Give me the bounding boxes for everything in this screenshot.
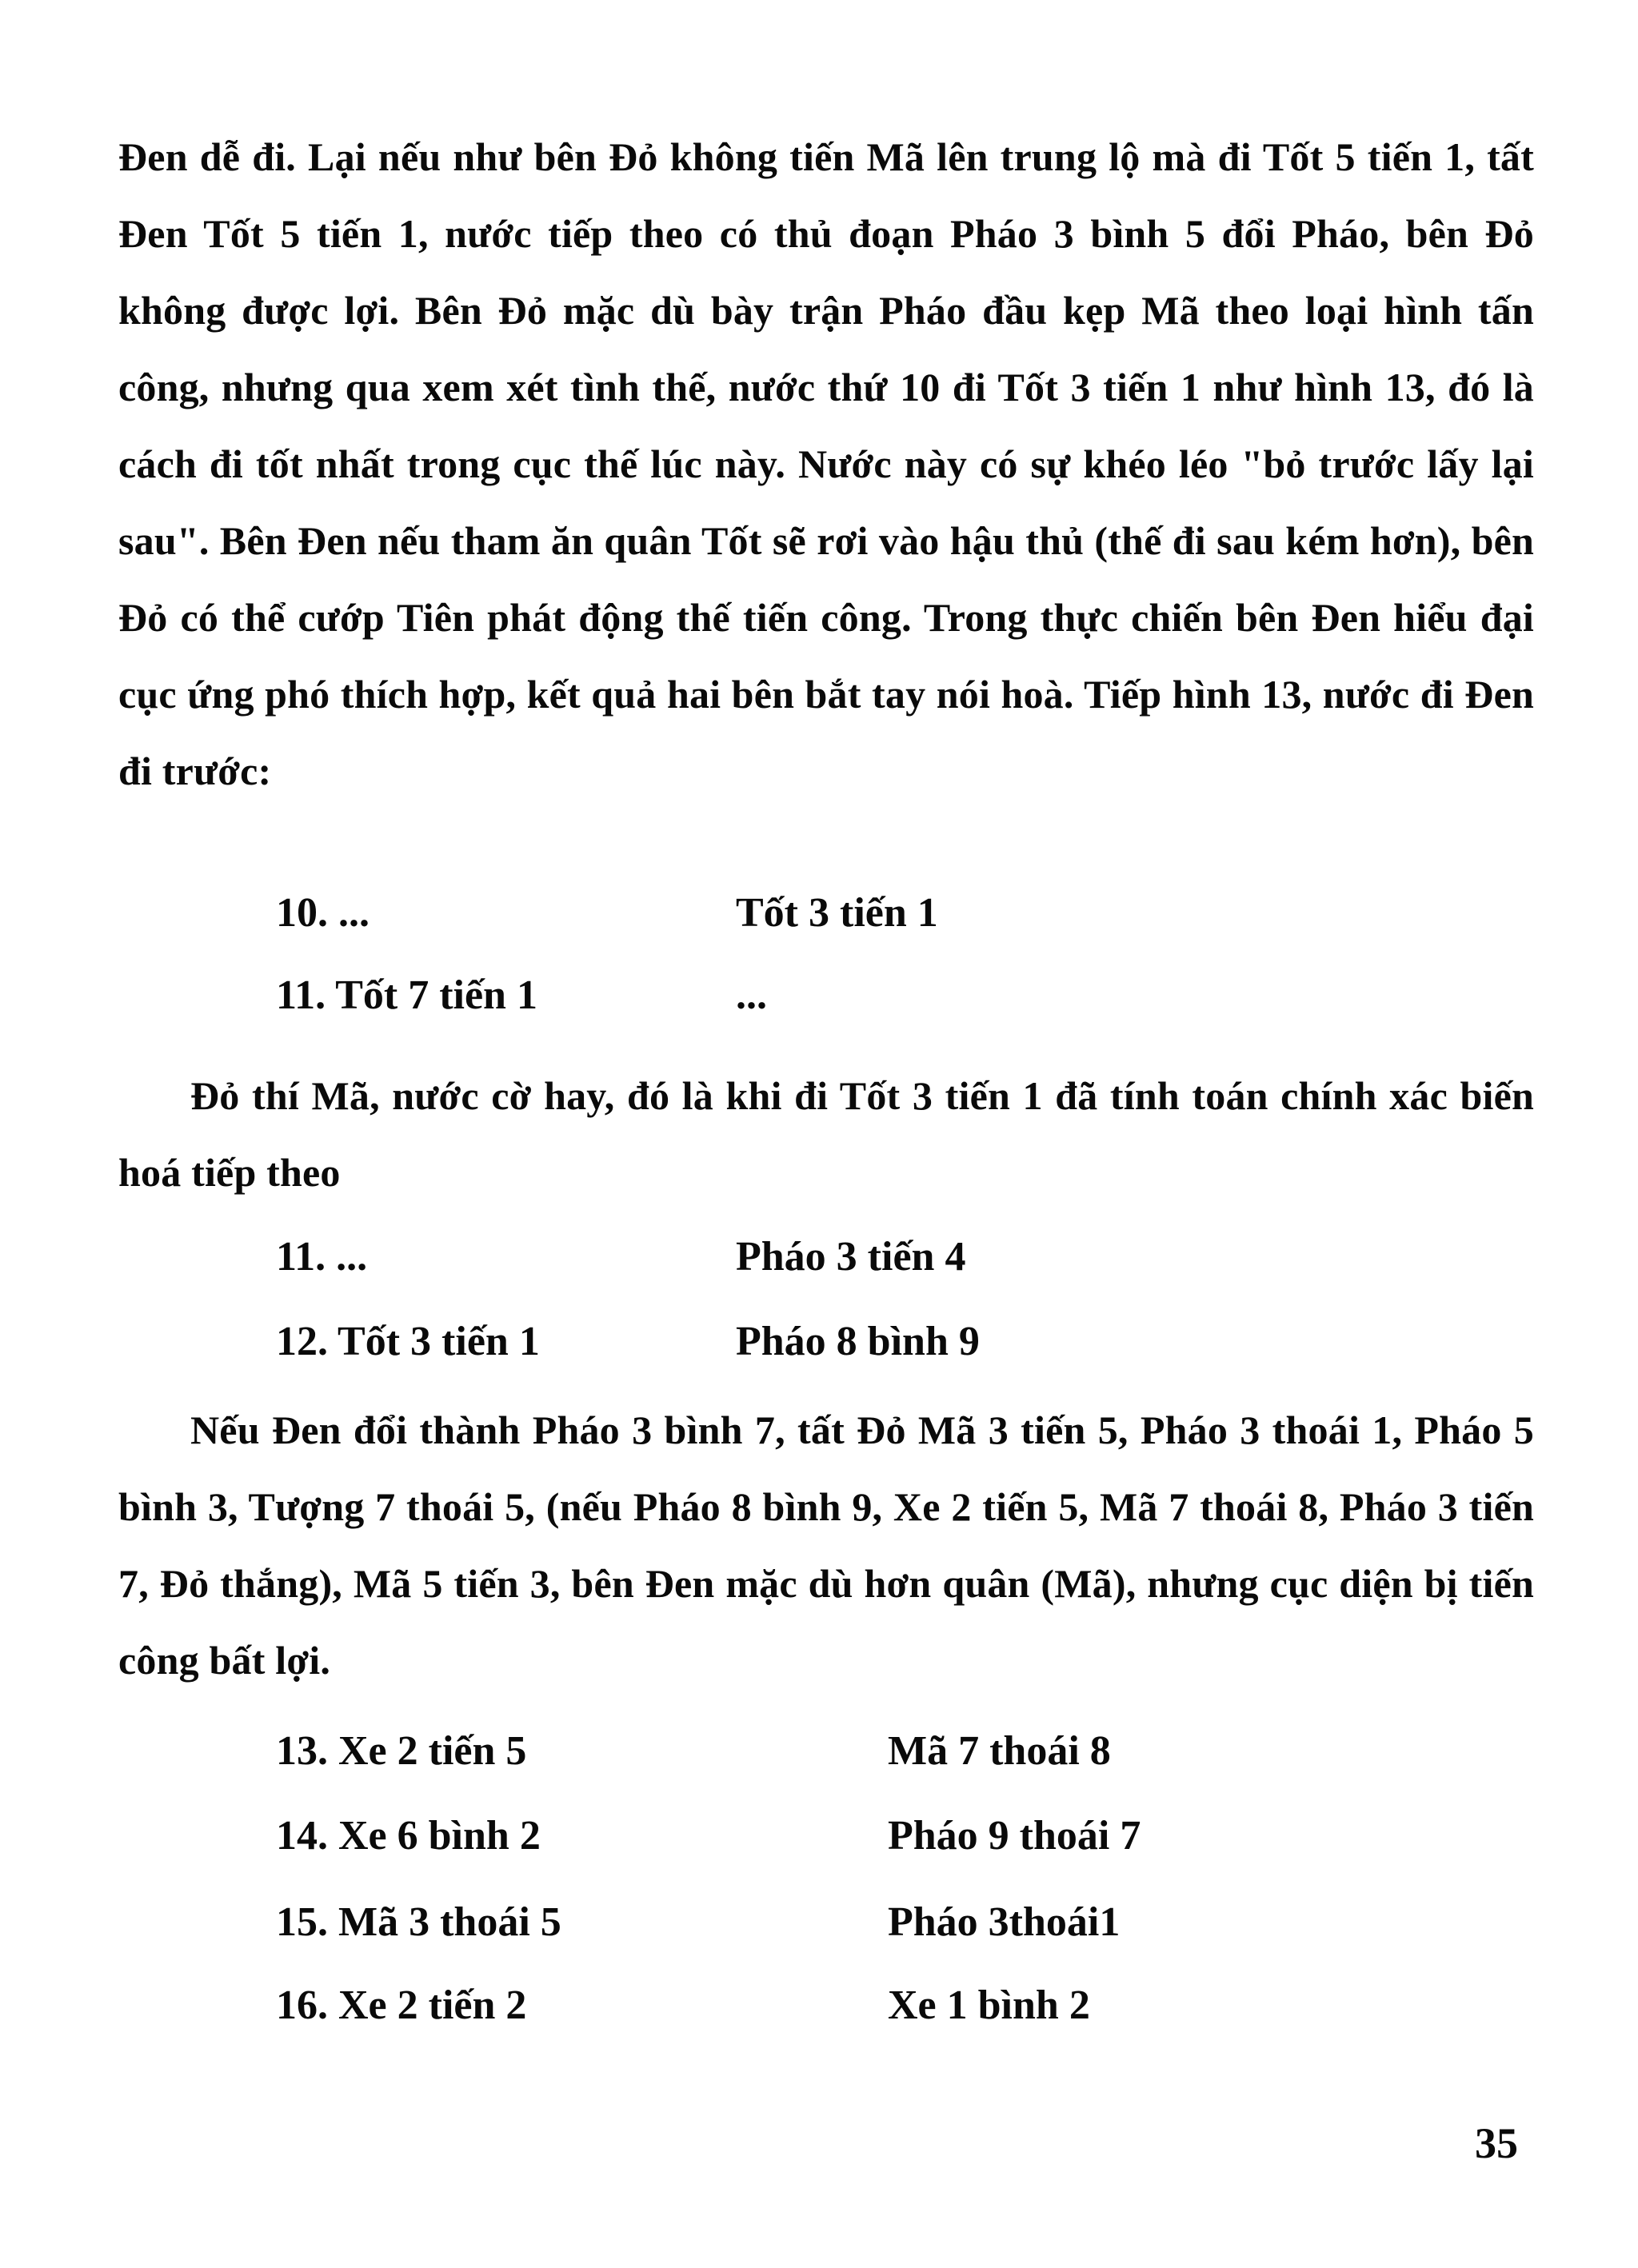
page-number: 35: [1475, 2119, 1518, 2167]
move-red: 15. Mã 3 thoái 5: [276, 1899, 561, 1945]
move-black: Pháo 3 tiến 4: [736, 1234, 966, 1280]
move-black: Pháo 9 thoái 7: [888, 1813, 1141, 1859]
move-black: Pháo 3thoái1: [888, 1899, 1121, 1945]
move-black: Xe 1 bình 2: [888, 1983, 1090, 2028]
move-red: 14. Xe 6 bình 2: [276, 1813, 541, 1859]
paragraph-variation: Nếu Đen đổi thành Pháo 3 bình 7, tất Đỏ Mã 3 tiến 5, Pháo 3 thoái 1, Pháo 5 bình 3, Tượng 7 thoái 5, (nếu Pháo 8 bình 9, Xe 2 tiến 5, Mã 7 thoái 8, Pháo 3 tiến 7, Đỏ thắng), Mã 5 tiến 3, bên Đen mặc dù hơn quân (Mã), nhưng cục diện bị tiến công bất lợi.: [118, 1408, 1534, 1683]
move-black: Mã 7 thoái 8: [888, 1728, 1111, 1774]
move-black: Tốt 3 tiến 1: [736, 890, 938, 936]
move-red: 12. Tốt 3 tiến 1: [276, 1319, 540, 1364]
paragraph-intro: Đen dễ đi. Lại nếu như bên Đỏ không tiến Mã lên trung lộ mà đi Tốt 5 tiến 1, tất Đen Tốt 5 tiến 1, nước tiếp theo có thủ đoạn Pháo 3 bình 5 đổi Pháo, bên Đỏ không được lợi. Bên Đỏ mặc dù bày trận Pháo đầu kẹp Mã theo loại hình tấn công, nhưng qua xem xét tình thế, nước thứ 10 đi Tốt 3 tiến 1 như hình 13, đó là cách đi tốt nhất trong cục thế lúc này. Nước này có sự khéo léo "bỏ trước lấy lại sau". Bên Đen nếu tham ăn quân Tốt sẽ rơi vào hậu thủ (thế đi sau kém hơn), bên Đỏ có thể cướp Tiên phát động thế tiến công. Trong thực chiến bên Đen hiểu đại cục ứng phó thích hợp, kết quả hai bên bắt tay nói hoà. Tiếp hình 13, nước đi Đen đi trước:: [118, 134, 1534, 793]
move-red: 10. ...: [276, 890, 370, 936]
move-red: 11. ...: [276, 1234, 368, 1280]
paragraph-sacrifice: Đỏ thí Mã, nước cờ hay, đó là khi đi Tốt 3 tiến 1 đã tính toán chính xác biến hoá tiếp theo: [118, 1073, 1534, 1195]
move-red: 16. Xe 2 tiến 2: [276, 1983, 527, 2028]
move-black: Pháo 8 bình 9: [736, 1319, 980, 1364]
move-black: ...: [736, 972, 767, 1018]
move-red: 11. Tốt 7 tiến 1: [276, 972, 537, 1018]
move-red: 13. Xe 2 tiến 5: [276, 1728, 527, 1774]
